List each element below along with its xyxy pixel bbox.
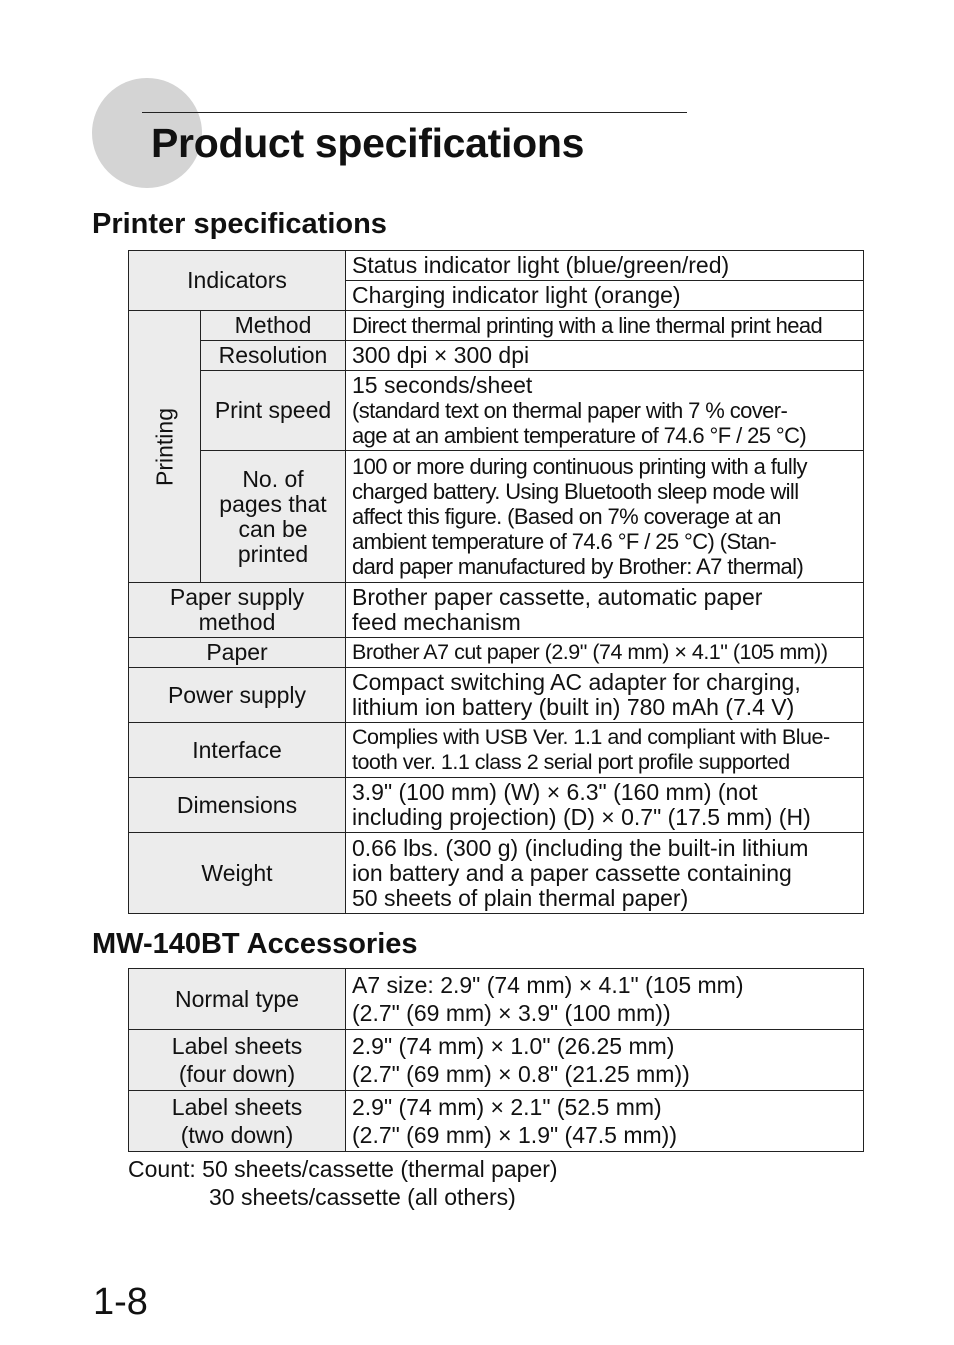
pages-label-line: printed <box>237 540 309 567</box>
paper-label: Paper <box>129 638 346 668</box>
count-line: 30 sheets/cassette (all others) <box>209 1184 516 1210</box>
accessory-label-line: Normal type <box>175 985 299 1012</box>
table-row <box>129 251 864 281</box>
accessories-table <box>128 968 864 1152</box>
paper-supply-value-line: Brother paper cassette, automatic paper <box>352 584 763 610</box>
accessory-label <box>129 1091 346 1152</box>
dimensions-label: Dimensions <box>129 778 346 833</box>
print-speed-note-line: (standard text on thermal paper with 7 % cover- <box>352 398 788 423</box>
accessory-value <box>346 1091 864 1152</box>
accessory-label-line: Label sheets <box>171 1033 303 1059</box>
weight-value-line: 50 sheets of plain thermal paper) <box>352 884 689 911</box>
pages-label-line: pages that <box>219 490 327 517</box>
accessory-label-line: (two down) <box>180 1122 294 1148</box>
accessories-heading: MW-140BT Accessories <box>92 928 418 960</box>
accessory-label <box>129 969 346 1030</box>
page-number: 1-8 <box>93 1281 148 1323</box>
print-speed-note-line: age at an ambient temperature of 74.6 °F / 25 °C) <box>352 423 807 448</box>
weight-value <box>346 833 864 914</box>
pages-printed-label <box>201 451 346 583</box>
table-row <box>129 778 864 833</box>
resolution-label: Resolution <box>201 341 346 371</box>
indicators-value: Charging indicator light (orange) <box>346 281 864 311</box>
pages-value-line: ambient temperature of 74.6 °F / 25 °C) (Stan- <box>352 529 777 554</box>
dimensions-value <box>346 778 864 833</box>
page-title: Product specifications <box>151 120 585 166</box>
dimensions-value-line: including projection) (D) × 0.7" (17.5 mm) (H) <box>352 804 811 830</box>
weight-value-line: ion battery and a paper cassette containing <box>352 859 792 886</box>
paper-supply-value <box>346 583 864 638</box>
accessory-label-line: Label sheets <box>171 1094 303 1120</box>
table-row <box>129 451 864 583</box>
accessory-value <box>346 969 864 1030</box>
cassette-count-note <box>128 1155 558 1211</box>
pages-label-line: No. of <box>242 465 304 492</box>
paper-supply-label <box>129 583 346 638</box>
paper-supply-label-line: Paper supply <box>169 584 305 610</box>
printing-group-text: Printing <box>151 407 177 486</box>
accessory-value-line: 2.9" (74 mm) × 2.1" (52.5 mm) <box>352 1094 662 1120</box>
paper-supply-label-line: method <box>198 609 276 635</box>
table-row <box>129 969 864 1030</box>
interface-value-line: Complies with USB Ver. 1.1 and compliant with Blue- <box>352 725 830 749</box>
title-rule <box>142 112 687 113</box>
interface-value <box>346 723 864 778</box>
indicators-value: Status indicator light (blue/green/red) <box>346 251 864 281</box>
table-row <box>129 1030 864 1091</box>
print-speed-label: Print speed <box>201 371 346 451</box>
interface-label: Interface <box>129 723 346 778</box>
dimensions-value-line: 3.9" (100 mm) (W) × 6.3" (160 mm) (not <box>352 779 758 805</box>
printer-specifications-table <box>128 250 864 914</box>
accessory-value <box>346 1030 864 1091</box>
pages-value-line: charged battery. Using Bluetooth sleep mode will <box>352 479 799 504</box>
method-label: Method <box>201 311 346 341</box>
indicators-label: Indicators <box>129 251 346 311</box>
pages-label-line: can be <box>238 515 308 542</box>
accessory-label <box>129 1030 346 1091</box>
table-row <box>129 833 864 914</box>
print-speed-main: 15 seconds/sheet <box>352 372 533 398</box>
accessory-value-line: 2.9" (74 mm) × 1.0" (26.25 mm) <box>352 1033 675 1059</box>
paper-value: Brother A7 cut paper (2.9" (74 mm) × 4.1" (105 mm)) <box>346 638 864 668</box>
printer-specifications-heading: Printer specifications <box>92 208 387 240</box>
table-row <box>129 583 864 638</box>
table-row <box>129 723 864 778</box>
table-row <box>129 341 864 371</box>
accessory-value-line: (2.7" (69 mm) × 0.8" (21.25 mm)) <box>352 1061 690 1087</box>
power-supply-value <box>346 668 864 723</box>
method-value: Direct thermal printing with a line thermal print head <box>346 311 864 341</box>
accessory-value-line: (2.7" (69 mm) × 3.9" (100 mm)) <box>352 1000 671 1026</box>
table-row <box>129 668 864 723</box>
power-supply-value-line: lithium ion battery (built in) 780 mAh (7.4 V) <box>352 694 795 720</box>
pages-value-line: dard paper manufactured by Brother: A7 thermal) <box>352 554 804 579</box>
print-speed-value <box>346 371 864 451</box>
weight-label: Weight <box>129 833 346 914</box>
table-row <box>129 311 864 341</box>
accessory-label-line: (four down) <box>178 1061 296 1087</box>
power-supply-label: Power supply <box>129 668 346 723</box>
power-supply-value-line: Compact switching AC adapter for charging, <box>352 669 801 695</box>
table-row <box>129 1091 864 1152</box>
table-row <box>129 371 864 451</box>
weight-value-line: 0.66 lbs. (300 g) (including the built-in lithium <box>352 834 809 861</box>
interface-value-line: tooth ver. 1.1 class 2 serial port profile supported <box>352 750 790 774</box>
accessory-value-line: (2.7" (69 mm) × 1.9" (47.5 mm)) <box>352 1122 677 1148</box>
table-row <box>129 638 864 668</box>
accessory-value-line: A7 size: 2.9" (74 mm) × 4.1" (105 mm) <box>352 972 744 998</box>
pages-value-line: affect this figure. (Based on 7% coverage at an <box>352 504 781 529</box>
printing-group-label <box>129 311 201 583</box>
paper-supply-value-line: feed mechanism <box>352 609 521 635</box>
pages-printed-value <box>346 451 864 583</box>
resolution-value: 300 dpi × 300 dpi <box>346 341 864 371</box>
pages-value-line: 100 or more during continuous printing with a fully <box>352 454 807 479</box>
count-line: Count: 50 sheets/cassette (thermal paper) <box>128 1156 558 1182</box>
